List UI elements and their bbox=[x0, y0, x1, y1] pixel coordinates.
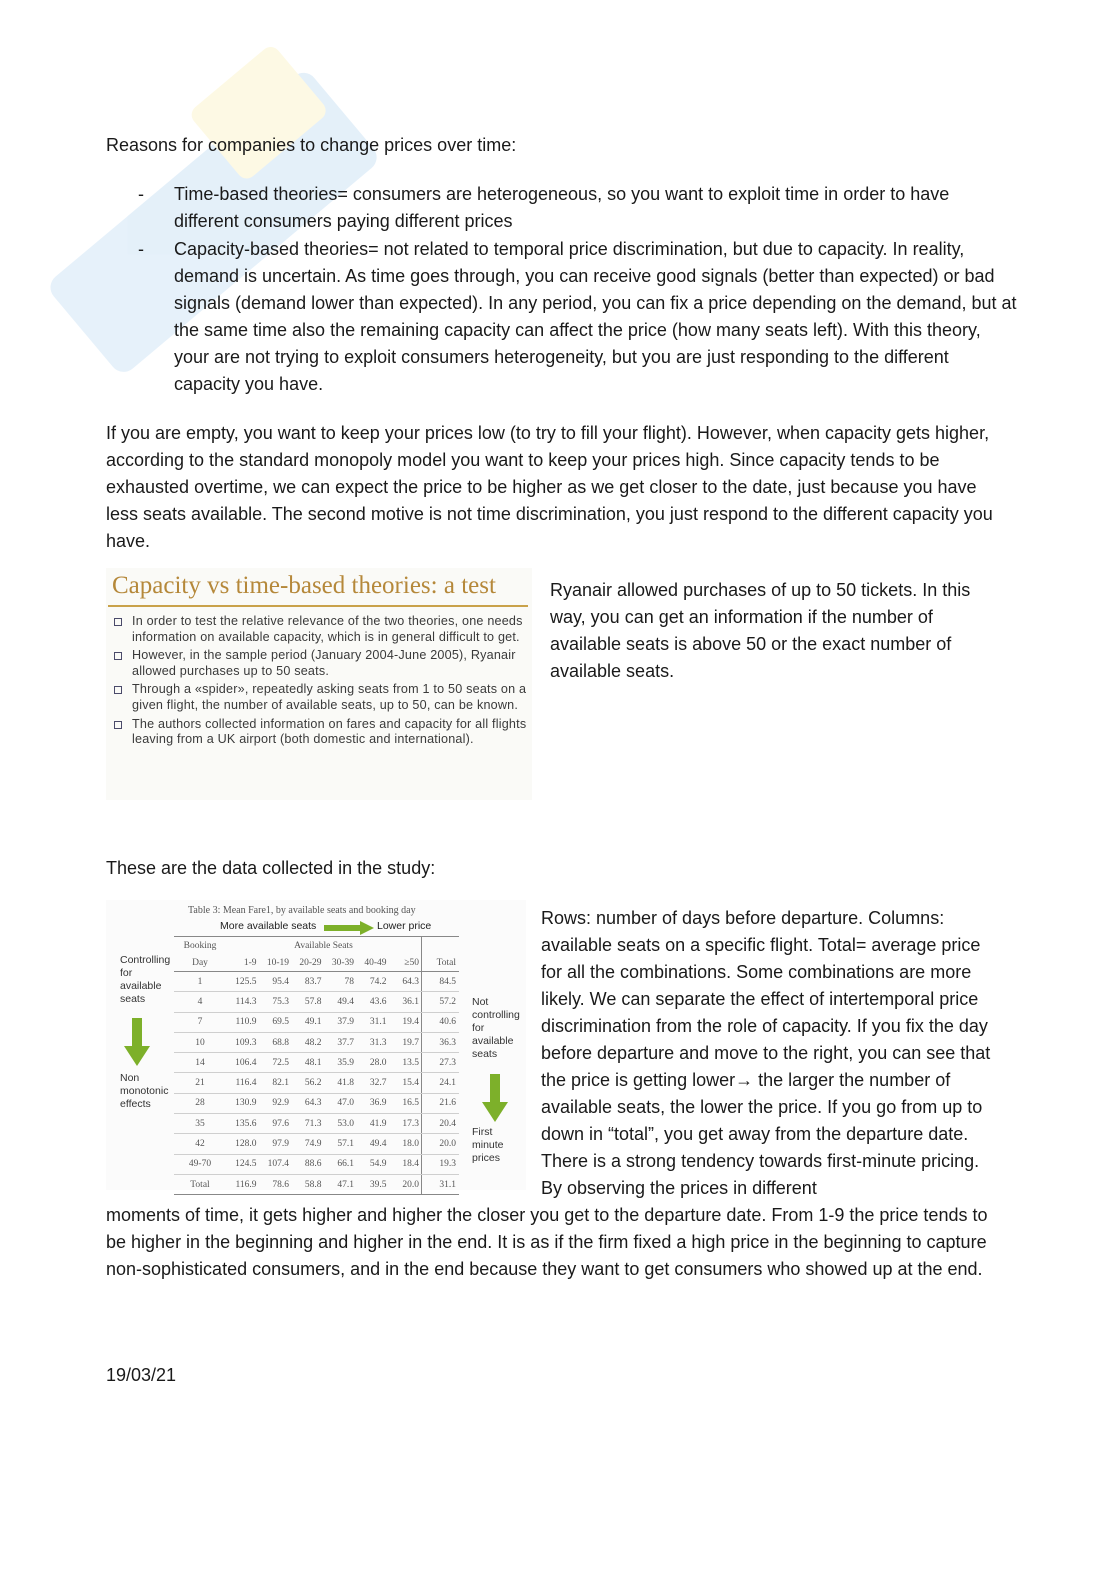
table-cell: 64.3 bbox=[389, 972, 422, 992]
table-cell: 72.5 bbox=[259, 1053, 292, 1073]
header-day: Day bbox=[174, 954, 226, 972]
table-cell: 20.4 bbox=[422, 1114, 460, 1134]
fare-table bbox=[174, 936, 459, 1195]
table-cell-day: 42 bbox=[174, 1134, 226, 1154]
table-row bbox=[174, 1032, 459, 1052]
data-intro: These are the data collected in the study: bbox=[106, 858, 436, 878]
table-cell: 48.1 bbox=[291, 1053, 324, 1073]
ryanair-note: Ryanair allowed purchases of up to 50 tickets. In this way, you can get an information if the number of available seats is above 50 or the exact number of available seats. bbox=[550, 580, 971, 681]
square-bullet-icon bbox=[114, 652, 122, 660]
table-cell: 57.2 bbox=[422, 992, 460, 1012]
table-cell: 36.9 bbox=[356, 1093, 389, 1113]
table-row bbox=[174, 1053, 459, 1073]
slide-divider bbox=[108, 605, 528, 607]
table-cell: 37.7 bbox=[324, 1032, 357, 1052]
intro-text: Reasons for companies to change prices over time: bbox=[106, 135, 517, 155]
table-cell: 31.3 bbox=[356, 1032, 389, 1052]
table-cell: 20.0 bbox=[389, 1174, 422, 1194]
table-cell: 64.3 bbox=[291, 1093, 324, 1113]
table-cell: 47.1 bbox=[324, 1174, 357, 1194]
slide-bullets bbox=[112, 614, 528, 751]
table-row bbox=[174, 1012, 459, 1032]
lower-price-label: Lower price bbox=[377, 920, 432, 932]
slide-bullet: The authors collected information on fares and capacity for all flights leaving from a UK airport (both domestic and international). bbox=[112, 717, 528, 748]
table-cell: 39.5 bbox=[356, 1174, 389, 1194]
table-cell: 128.0 bbox=[226, 1134, 259, 1154]
header-booking: Booking bbox=[174, 937, 226, 955]
square-bullet-icon bbox=[114, 721, 122, 729]
table-row bbox=[174, 1134, 459, 1154]
column-header: 20-29 bbox=[291, 954, 324, 972]
table-row bbox=[174, 1114, 459, 1134]
table-cell: 66.1 bbox=[324, 1154, 357, 1174]
table-cell: 36.3 bbox=[422, 1032, 460, 1052]
table-cell: 16.5 bbox=[389, 1093, 422, 1113]
down-arrow-icon bbox=[124, 1018, 150, 1066]
table-cell: 13.5 bbox=[389, 1053, 422, 1073]
table-cell-day: 28 bbox=[174, 1093, 226, 1113]
table-cell: 17.3 bbox=[389, 1114, 422, 1134]
theory-list bbox=[138, 181, 1018, 399]
table-cell: 109.3 bbox=[226, 1032, 259, 1052]
non-monotonic-label: Non monotonic effects bbox=[120, 1072, 169, 1110]
table-cell: 18.4 bbox=[389, 1154, 422, 1174]
column-header: Total bbox=[422, 954, 460, 972]
table-cell: 107.4 bbox=[259, 1154, 292, 1174]
table-cell: 74.2 bbox=[356, 972, 389, 992]
table-cell: 125.5 bbox=[226, 972, 259, 992]
first-minute-label: First minute prices bbox=[472, 1126, 504, 1164]
table-cell-day: 4 bbox=[174, 992, 226, 1012]
table-cell: 135.6 bbox=[226, 1114, 259, 1134]
table-cell: 58.8 bbox=[291, 1174, 324, 1194]
table-cell: 20.0 bbox=[422, 1134, 460, 1154]
table-cell: 40.6 bbox=[422, 1012, 460, 1032]
table-row bbox=[174, 1154, 459, 1174]
table-row bbox=[174, 972, 459, 992]
table-cell: 106.4 bbox=[226, 1053, 259, 1073]
square-bullet-icon bbox=[114, 618, 122, 626]
table-cell-day: 14 bbox=[174, 1053, 226, 1073]
column-header: 40-49 bbox=[356, 954, 389, 972]
table-cell: 43.6 bbox=[356, 992, 389, 1012]
table-cell: 57.8 bbox=[291, 992, 324, 1012]
table-cell: 69.5 bbox=[259, 1012, 292, 1032]
header-available-seats: Available Seats bbox=[226, 937, 422, 955]
table-cell: 97.6 bbox=[259, 1114, 292, 1134]
slide-bullet: However, in the sample period (January 2004-June 2005), Ryanair allowed purchases up to 50 seats. bbox=[112, 648, 528, 679]
fare-table-figure bbox=[106, 900, 526, 1190]
table-row bbox=[174, 1093, 459, 1113]
slide-image bbox=[106, 568, 532, 800]
column-header: 30-39 bbox=[324, 954, 357, 972]
table-cell: 97.9 bbox=[259, 1134, 292, 1154]
table-cell: 74.9 bbox=[291, 1134, 324, 1154]
more-seats-label: More available seats bbox=[220, 920, 317, 932]
table-cell: 49.4 bbox=[324, 992, 357, 1012]
table-cell: 18.0 bbox=[389, 1134, 422, 1154]
table-cell: 75.3 bbox=[259, 992, 292, 1012]
table-cell: 31.1 bbox=[422, 1174, 460, 1194]
table-cell: 82.1 bbox=[259, 1073, 292, 1093]
table-cell: 68.8 bbox=[259, 1032, 292, 1052]
table-cell: 83.7 bbox=[291, 972, 324, 992]
controlling-label: Controlling for available seats bbox=[120, 954, 171, 1005]
table-cell-day: 7 bbox=[174, 1012, 226, 1032]
table-cell: 19.4 bbox=[389, 1012, 422, 1032]
table-row bbox=[174, 992, 459, 1012]
table-cell-day: 10 bbox=[174, 1032, 226, 1052]
table-cell: 48.2 bbox=[291, 1032, 324, 1052]
slide-bullet: Through a «spider», repeatedly asking seats from 1 to 50 seats on a given flight, the number of available seats, up to 50, can be known. bbox=[112, 682, 528, 713]
table-cell: 116.4 bbox=[226, 1073, 259, 1093]
column-header: 10-19 bbox=[259, 954, 292, 972]
paragraph-capacity: If you are empty, you want to keep your prices low (to try to fill your flight). However, when capacity gets higher, according to the standard monopoly model you want to keep your prices high. Since capacity tends to be exhausted overtime, we can expect the price to be higher as we get closer to the date, just because you have less seats available. The second motive is not time discrimination, you just respond to the different capacity you have. bbox=[106, 423, 993, 551]
not-controlling-label: Not controlling for available seats bbox=[472, 996, 520, 1060]
table-cell: 35.9 bbox=[324, 1053, 357, 1073]
table-cell: 54.9 bbox=[356, 1154, 389, 1174]
table-cell: 19.3 bbox=[422, 1154, 460, 1174]
table-cell: 24.1 bbox=[422, 1073, 460, 1093]
table-cell: 19.7 bbox=[389, 1032, 422, 1052]
table-cell: 28.0 bbox=[356, 1053, 389, 1073]
table-cell: 15.4 bbox=[389, 1073, 422, 1093]
table-cell: 57.1 bbox=[324, 1134, 357, 1154]
table-cell: 37.9 bbox=[324, 1012, 357, 1032]
table-cell: 116.9 bbox=[226, 1174, 259, 1194]
table-cell: 110.9 bbox=[226, 1012, 259, 1032]
square-bullet-icon bbox=[114, 686, 122, 694]
table-cell: 78.6 bbox=[259, 1174, 292, 1194]
table-cell: 130.9 bbox=[226, 1093, 259, 1113]
right-arrow-icon bbox=[324, 921, 374, 935]
table-cell: 53.0 bbox=[324, 1114, 357, 1134]
table-cell: 36.1 bbox=[389, 992, 422, 1012]
column-header: 1-9 bbox=[226, 954, 259, 972]
table-cell: 92.9 bbox=[259, 1093, 292, 1113]
table-explanation-continued: moments of time, it gets higher and higher the closer you get to the departure date. From 1-9 the price tends to be higher in the beginning and higher in the end. It is as if the firm fixed a high price in the beginning to capture non-sophisticated consumers, and in the end because they want to get consumers who showed up at the end. bbox=[106, 1205, 988, 1279]
table-cell: 124.5 bbox=[226, 1154, 259, 1174]
table-cell: 32.7 bbox=[356, 1073, 389, 1093]
table-cell-day: 21 bbox=[174, 1073, 226, 1093]
table-cell: 41.8 bbox=[324, 1073, 357, 1093]
table-cell-day: 1 bbox=[174, 972, 226, 992]
table-cell: 27.3 bbox=[422, 1053, 460, 1073]
table-cell: 71.3 bbox=[291, 1114, 324, 1134]
table-cell-day: 35 bbox=[174, 1114, 226, 1134]
table-cell: 88.6 bbox=[291, 1154, 324, 1174]
table-cell: 78 bbox=[324, 972, 357, 992]
table-explanation: Rows: number of days before departure. Columns: available seats on a specific flight. Total= average price for all the combinations. Some combinations are more likely. We can separate the effect of intertemporal price discrimination from the role of capacity. If you fix the day before departure and move to the right, you can see that the price is getting lower→ the larger the number of available seats, the lower the price. If you go from up to down in “total”, you get away from the departure date. There is a strong tendency towards first-minute pricing. By observing the prices in different bbox=[541, 908, 991, 1198]
list-item: - Time-based theories= consumers are heterogeneous, so you want to exploit time in order to have different consumers paying different prices bbox=[138, 184, 950, 231]
table-cell-day: Total bbox=[174, 1174, 226, 1194]
table-cell: 41.9 bbox=[356, 1114, 389, 1134]
table-cell: 49.1 bbox=[291, 1012, 324, 1032]
table-cell: 114.3 bbox=[226, 992, 259, 1012]
down-arrow-icon bbox=[482, 1074, 508, 1122]
slide-title: Capacity vs time-based theories: a test bbox=[112, 572, 496, 599]
table-row bbox=[174, 1073, 459, 1093]
column-header: ≥50 bbox=[389, 954, 422, 972]
date-label: 19/03/21 bbox=[106, 1365, 177, 1385]
table-cell: 31.1 bbox=[356, 1012, 389, 1032]
table-cell: 56.2 bbox=[291, 1073, 324, 1093]
table-caption: Table 3: Mean Fare1, by available seats and booking day bbox=[188, 905, 416, 916]
table-total-row bbox=[174, 1174, 459, 1194]
table-cell-day: 49-70 bbox=[174, 1154, 226, 1174]
table-cell: 84.5 bbox=[422, 972, 460, 992]
table-cell: 95.4 bbox=[259, 972, 292, 992]
table-cell: 21.6 bbox=[422, 1093, 460, 1113]
table-cell: 49.4 bbox=[356, 1134, 389, 1154]
table-cell: 47.0 bbox=[324, 1093, 357, 1113]
slide-bullet: In order to test the relative relevance of the two theories, one needs information on available capacity, which is in general difficult to get. bbox=[112, 614, 528, 645]
list-item: - Capacity-based theories= not related to temporal price discrimination, but due to capacity. In reality, demand is uncertain. As time goes through, you can receive good signals (better than expected) or bad signals (demand lower than expected). In any period, you can fix a price depending on the demand, but at the same time also the remaining capacity can affect the price (how many seats left). With this theory, your are not trying to exploit consumers heterogeneity, but you are just responding to the different capacity you have. bbox=[138, 239, 1017, 394]
